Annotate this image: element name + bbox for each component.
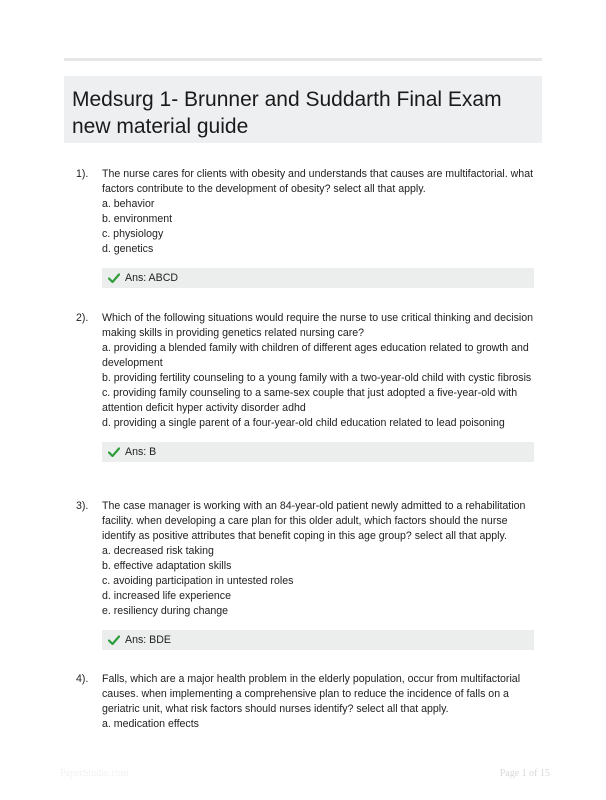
options-list (102, 197, 540, 257)
option-b: b. environment (102, 213, 173, 225)
question-2 (64, 311, 542, 462)
answer-text: Ans: ABCD (125, 271, 178, 284)
question-number: 3). (76, 500, 89, 512)
checkmark-icon (108, 635, 120, 645)
option-c: c. physiology (102, 228, 164, 240)
option-b: b. effective adaptation skills (102, 560, 232, 572)
answer-box (102, 268, 534, 288)
option-a: a. behavior (102, 198, 155, 210)
question-1 (64, 167, 542, 288)
option-a: a. decreased risk taking (102, 545, 214, 557)
question-4 (64, 672, 542, 732)
answer-text: Ans: B (125, 445, 157, 458)
options-list (102, 341, 540, 431)
question-text: Which of the following situations would require the nurse to use critical thinking and decision making skills in providing genetics related nursing care? (102, 312, 534, 339)
question-number: 4). (76, 673, 89, 685)
checkmark-icon (108, 447, 120, 457)
question-3 (64, 499, 542, 650)
option-d: d. genetics (102, 243, 154, 255)
option-d: d. increased life experience (102, 590, 231, 602)
answer-box (102, 442, 534, 462)
question-number: 2). (76, 312, 89, 324)
option-d: d. providing a single parent of a four-year-old child education related to lead poisoning (102, 417, 505, 429)
question-text: The nurse cares for clients with obesity and understands that causes are multifactorial. what factors contribute to the development of obesity? select all that apply. (102, 168, 534, 195)
option-a: a. providing a blended family with children of different ages education related to growth and development (102, 342, 529, 369)
page-number: Page 1 of 15 (499, 768, 550, 779)
question-text: The case manager is working with an 84-year-old patient newly admitted to a rehabilitation facility. when developing a care plan for this older adult, which factors should the nurse identify as positive attributes that benefit coping in this age group? select all that apply. (102, 500, 526, 542)
watermark: PaperStudio.com (60, 768, 129, 779)
answer-box (102, 630, 534, 650)
option-a: a. medication effects (102, 718, 199, 730)
option-c: c. avoiding participation in untested roles (102, 575, 294, 587)
options-list (102, 544, 540, 619)
checkmark-icon (108, 273, 120, 283)
question-number: 1). (76, 168, 89, 180)
question-text: Falls, which are a major health problem in the elderly population, occur from multifactorial causes. when implementing a comprehensive plan to reduce the incidence of falls on a geriatric unit, what risk factors should nurses identify? select all that apply. (102, 673, 521, 715)
options-list (102, 717, 540, 732)
option-c: c. providing family counseling to a same-sex couple that just adopted a five-year-old with attention deficit hyper activity disorder adhd (102, 387, 518, 414)
page-title: Medsurg 1- Brunner and Suddarth Final Exam new material guide (72, 88, 502, 138)
option-b: b. providing fertility counseling to a young family with a two-year-old child with cystic fibrosis (102, 372, 532, 384)
answer-text: Ans: BDE (125, 633, 171, 646)
top-divider (64, 58, 542, 61)
option-e: e. resiliency during change (102, 605, 229, 617)
title-banner (64, 76, 542, 143)
